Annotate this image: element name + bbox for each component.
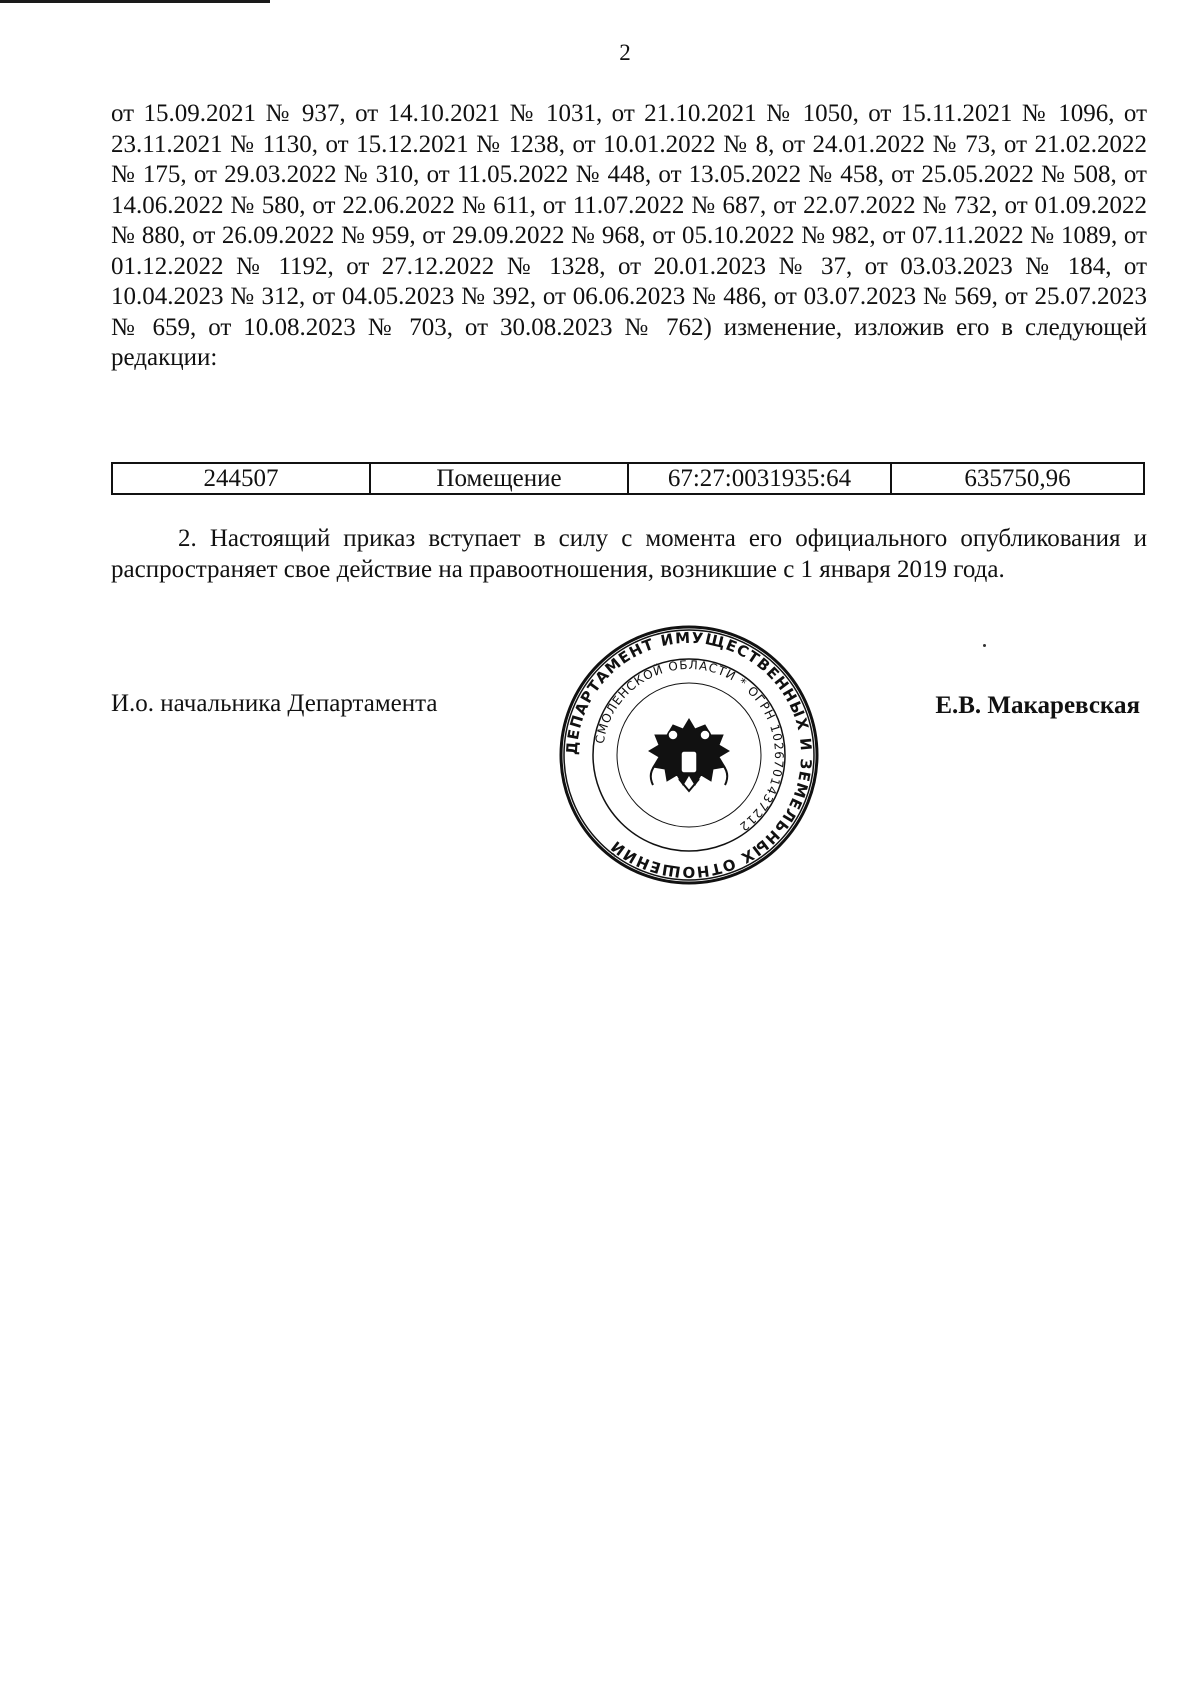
table-row bbox=[112, 463, 1144, 494]
scan-edge-line bbox=[0, 0, 270, 3]
table-cell-object-type: Помещение bbox=[370, 463, 628, 494]
signer-name: Е.В. Макаревская bbox=[935, 692, 1140, 719]
table-cell-number: 244507 bbox=[112, 463, 370, 494]
stamp-inner-text: СМОЛЕНСКОЙ ОБЛАСТИ * ОГРН 1026701437212 bbox=[592, 657, 787, 835]
double-headed-eagle-icon bbox=[649, 719, 729, 791]
scan-speck bbox=[983, 644, 986, 647]
property-table bbox=[111, 462, 1145, 495]
table-cell-cadastral-number: 67:27:0031935:64 bbox=[628, 463, 891, 494]
signer-position: И.о. начальника Департамента bbox=[111, 690, 438, 717]
official-seal-stamp bbox=[557, 623, 821, 887]
page-number: 2 bbox=[619, 40, 631, 65]
table-cell-value: 635750,96 bbox=[891, 463, 1144, 494]
effective-date-paragraph: 2. Настоящий приказ вступает в силу с момента его официального опубликования и распространяет свое действие на правоотношения, возникшие с 1 января 2019 года. bbox=[111, 525, 1147, 583]
stamp-outer-text: ДЕПАРТАМЕНТ ИМУЩЕСТВЕННЫХ И ЗЕМЕЛЬНЫХ ОТНОШЕНИЙ bbox=[562, 628, 816, 882]
amendment-list-paragraph: от 15.09.2021 № 937, от 14.10.2021 № 1031, от 21.10.2021 № 1050, от 15.11.2021 № 1096, от 23.11.2021 № 1130, от 15.12.2021 № 1238, от 10.01.2022 № 8, от 24.01.2022 № 73, от 21.02.2022 № 175, от 29.03.2022 № 310, от 11.05.2022 № 448, от 13.05.2022 № 458, от 25.05.2022 № 508, от 14.06.2022 № 580, от 22.06.2022 № 611, от 11.07.2022 № 687, от 22.07.2022 № 732, от 01.09.2022 № 880, от 26.09.2022 № 959, от 29.09.2022 № 968, от 05.10.2022 № 982, от 07.11.2022 № 1089, от 01.12.2022 № 1192, от 27.12.2022 № 1328, от 20.01.2023 № 37, от 03.03.2023 № 184, от 10.04.2023 № 312, от 04.05.2023 № 392, от 06.06.2023 № 486, от 03.07.2023 № 569, от 25.07.2023 № 659, от 10.08.2023 № 703, от 30.08.2023 № 762) изменение, изложив его в следующей редакции: bbox=[111, 100, 1147, 371]
